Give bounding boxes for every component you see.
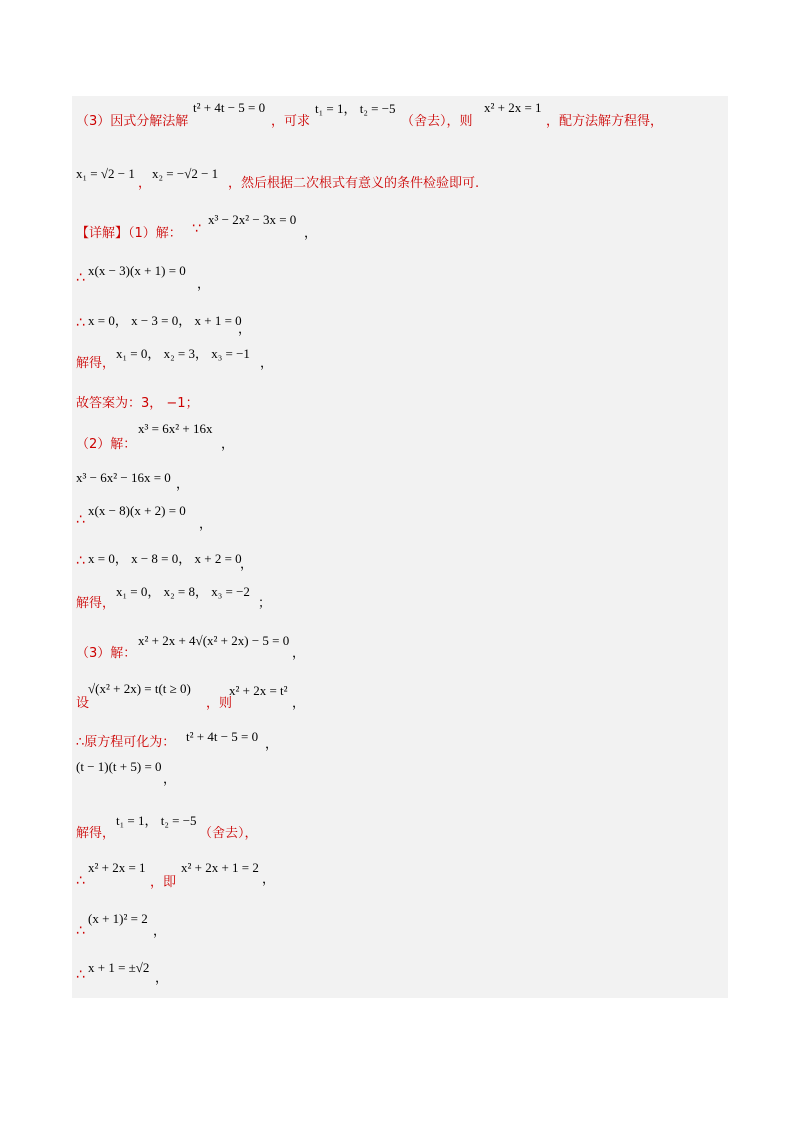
therefore-symbol: ∴ [76, 967, 85, 983]
solutions-3: t₁ = 1， t₂ = −5 [116, 813, 197, 828]
comma: ， [240, 557, 254, 572]
comma: ， [238, 322, 252, 337]
equation-3b: t² + 4t − 5 = 0 [186, 729, 259, 744]
hint-line-1 [76, 110, 188, 129]
therefore-symbol: ∴ [76, 270, 85, 286]
therefore-symbol: ∴ [76, 923, 85, 939]
hint-label: （3）因式分解法解 [76, 114, 189, 129]
comma: ， [265, 737, 279, 752]
semicolon: ； [258, 596, 272, 611]
hint-text-mid: ，可求 [271, 114, 311, 129]
factored-1: x(x − 3)(x + 1) = 0 [88, 263, 186, 278]
part-2-label: （2）解： [76, 437, 137, 452]
solve-label: 解得， [76, 596, 116, 611]
comma: ， [221, 437, 235, 452]
let-label: 设 [76, 696, 90, 711]
solve-label: 解得， [76, 826, 116, 841]
comma: ， [197, 277, 211, 292]
factored-2: x(x − 8)(x + 2) = 0 [88, 503, 186, 518]
hint-reject: （舍去），则 [401, 114, 473, 129]
equation-3f: x + 1 = ±√2 [88, 960, 150, 975]
hint-conclusion: ，然后根据二次根式有意义的条件检验即可. [228, 176, 480, 191]
equation-2b: x³ − 6x² − 16x = 0 [76, 470, 171, 485]
equation-2: x³ = 6x² + 16x [138, 421, 213, 436]
equation-3: x² + 2x + 4√(x² + 2x) − 5 = 0 [138, 633, 290, 648]
hint-sep: ， [138, 176, 152, 191]
hint-root-x2: x₂ = −√2 − 1 [152, 166, 219, 181]
hint-text-end: ，配方法解方程得， [546, 114, 664, 129]
hint-equation-2: x² + 2x = 1 [484, 100, 542, 115]
substitution: √(x² + 2x) = t(t ≥ 0) [88, 681, 191, 696]
comma: ， [199, 517, 213, 532]
comma: ， [260, 356, 274, 371]
comma: ， [292, 646, 306, 661]
therefore-symbol: ∴ [76, 315, 85, 331]
comma: ， [176, 477, 190, 492]
cases-2: x = 0， x − 8 = 0， x + 2 = 0 [88, 551, 242, 566]
therefore-symbol: ∴ [76, 873, 85, 889]
cases-1: x = 0， x − 3 = 0， x + 1 = 0 [88, 313, 242, 328]
hint-equation: t² + 4t − 5 = 0 [193, 100, 266, 115]
hint-root-x1: x₁ = √2 − 1 [76, 166, 135, 181]
equation-3e: (x + 1)² = 2 [88, 911, 148, 926]
therefore-symbol: ∴ [76, 512, 85, 528]
reject-label: （舍去）， [199, 826, 258, 841]
solutions-2: x₁ = 0， x₂ = 8， x₃ = −2 [116, 584, 250, 599]
detail-title: 【详解】（1）解： [76, 226, 182, 241]
comma: ， [163, 772, 177, 787]
then-label: ，则 [206, 696, 233, 711]
transform-label: ∴原方程可化为： [76, 735, 176, 750]
equation-1: x³ − 2x² − 3x = 0 [208, 212, 297, 227]
equation-3d: x² + 2x + 1 = 2 [181, 860, 259, 875]
substitution-2: x² + 2x = t² [229, 683, 288, 698]
because-symbol: ∵ [192, 221, 201, 237]
hint-roots: t₁ = 1， t₂ = −5 [315, 101, 396, 116]
comma: ， [155, 971, 169, 986]
comma: ， [304, 226, 318, 241]
solve-label: 解得， [76, 356, 116, 371]
ie-label: ，即 [150, 875, 177, 890]
comma: ， [292, 696, 306, 711]
part-3-label: （3）解： [76, 646, 137, 661]
therefore-symbol: ∴ [76, 553, 85, 569]
equation-3c: x² + 2x = 1 [88, 860, 146, 875]
answer-1: 故答案为：3， −1； [76, 396, 199, 411]
comma: ， [153, 924, 167, 939]
factored-3: (t − 1)(t + 5) = 0 [76, 759, 162, 774]
solutions-1: x₁ = 0， x₂ = 3， x₃ = −1 [116, 346, 250, 361]
comma: ， [262, 872, 276, 887]
